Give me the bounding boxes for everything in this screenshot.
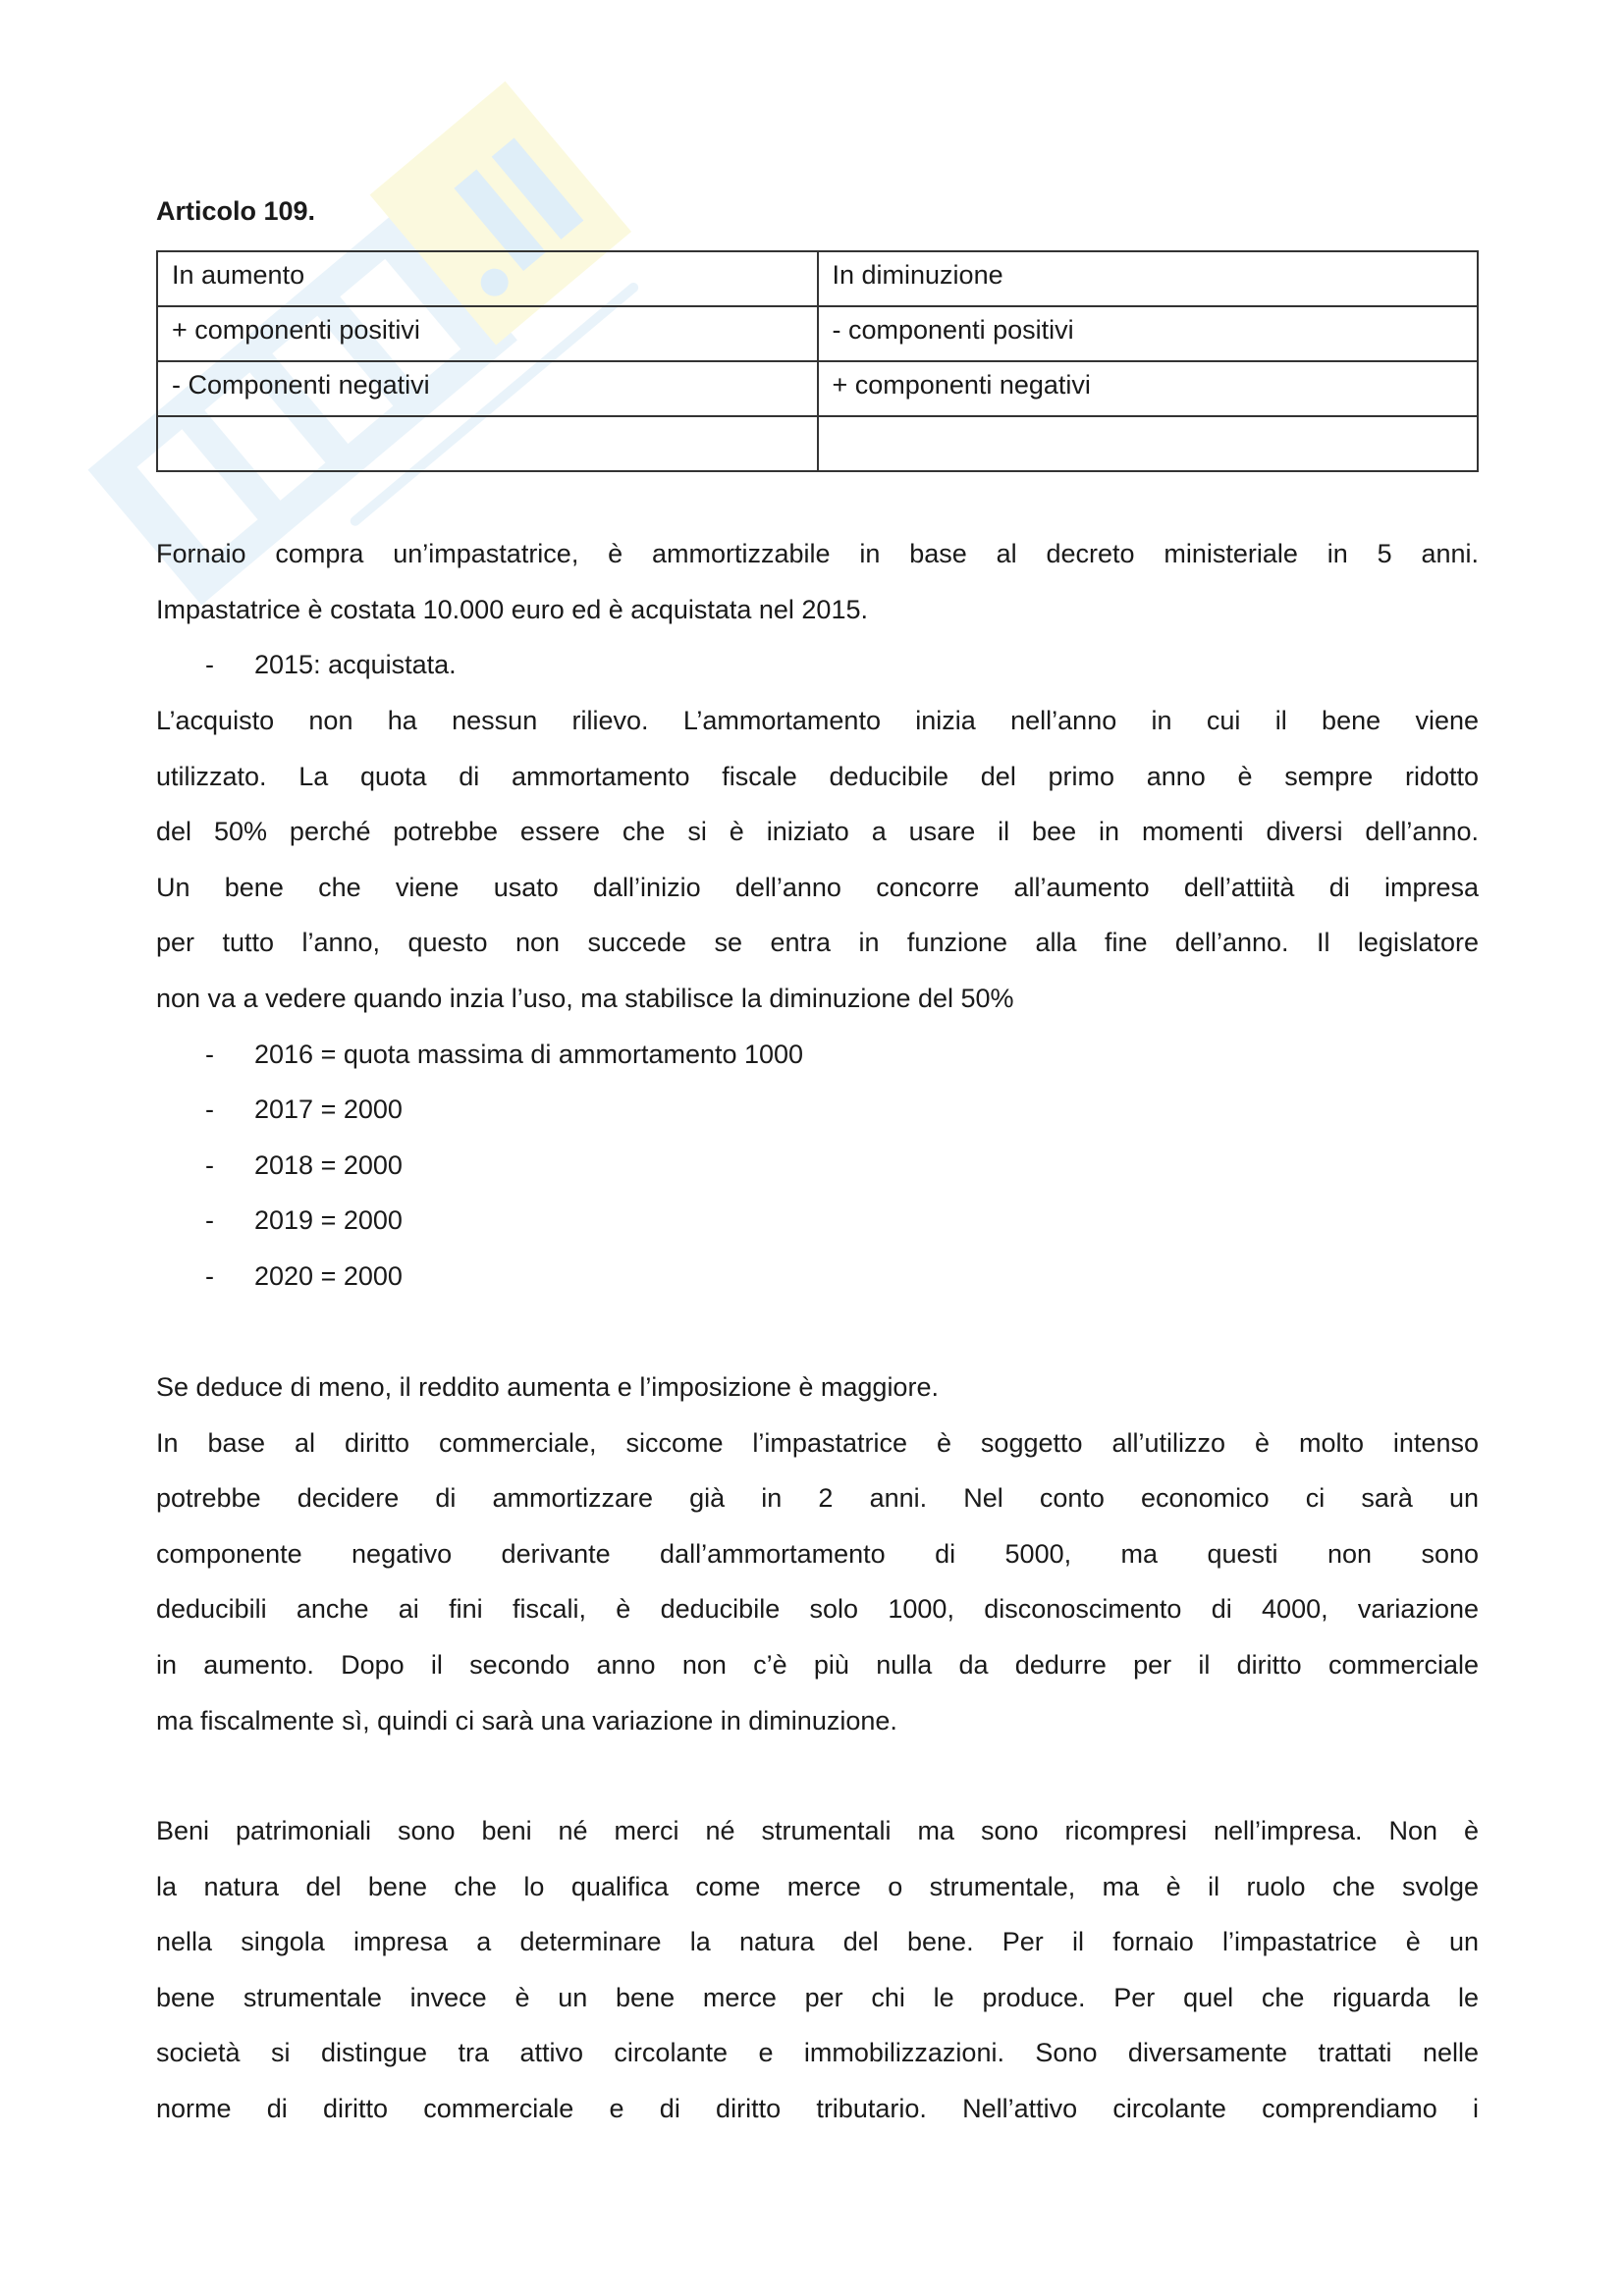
table-cell: In aumento: [157, 251, 818, 306]
text-line: Un bene che viene usato dall’inizio dell’anno concorre all’aumento dell’attiità di impresa: [156, 872, 1479, 902]
table-row: [157, 416, 1478, 471]
table-cell: In diminuzione: [818, 251, 1479, 306]
text-line: nella singola impresa a determinare la natura del bene. Per il fornaio l’impastatrice è un: [156, 1927, 1479, 1957]
bullet-item: [156, 1082, 1479, 1138]
bullet-text: 2017 = 2000: [254, 1095, 403, 1125]
table-cell: - Componenti negativi: [157, 361, 818, 416]
bullet-dash: -: [205, 1039, 214, 1069]
table-row: [157, 251, 1478, 306]
text-line: per tutto l’anno, questo non succede se entra in funzione alla fine dell’anno. Il legislatore: [156, 928, 1479, 958]
text-line: L’acquisto non ha nessun rilievo. L’ammortamento inizia nell’anno in cui il bene viene: [156, 706, 1479, 735]
paragraph-3: [156, 1360, 1479, 1748]
text-line: Se deduce di meno, il reddito aumenta e l’imposizione è maggiore.: [156, 1372, 939, 1402]
table-cell: + componenti negativi: [818, 361, 1479, 416]
bullet-item: [156, 637, 1479, 693]
bullet-text: 2016 = quota massima di ammortamento 1000: [254, 1039, 804, 1069]
paragraph-1: [156, 526, 1479, 693]
table-cell: + componenti positivi: [157, 306, 818, 361]
text-line: bene strumentale invece è un bene merce per chi le produce. Per quel che riguarda le: [156, 1982, 1479, 2012]
text-line: Impastatrice è costata 10.000 euro ed è acquistata nel 2015.: [156, 594, 868, 624]
bullet-text: 2015: acquistata.: [254, 650, 457, 680]
bullet-dash: -: [205, 1149, 214, 1180]
article-heading: Articolo 109.: [156, 196, 316, 226]
bullet-dash: -: [205, 1205, 214, 1236]
text-line: la natura del bene che lo qualifica come merce o strumentale, ma è il ruolo che svolge: [156, 1871, 1479, 1901]
text-line: componente negativo derivante dall’ammortamento di 5000, ma questi non sono: [156, 1538, 1479, 1569]
text-line: società si distingue tra attivo circolante e immobilizzazioni. Sono diversamente trattati nelle: [156, 2038, 1479, 2068]
text-line: utilizzato. La quota di ammortamento fiscale deducibile del primo anno è sempre ridotto: [156, 761, 1479, 791]
bullet-dash: -: [205, 1260, 214, 1291]
text-line: ma fiscalmente sì, quindi ci sarà una variazione in diminuzione.: [156, 1705, 897, 1735]
paragraph-4: [156, 1803, 1479, 2137]
paragraph-2: [156, 693, 1479, 1305]
text-line: deducibili anche ai fini fiscali, è deducibile solo 1000, disconoscimento di 4000, variazione: [156, 1594, 1479, 1625]
bullet-dash: -: [205, 1095, 214, 1125]
text-line: Beni patrimoniali sono beni né merci né strumentali ma sono ricompresi nell’impresa. Non è: [156, 1816, 1479, 1845]
table-cell: [157, 416, 818, 471]
table-cell: [818, 416, 1479, 471]
table-row: [157, 306, 1478, 361]
text-line: in aumento. Dopo il secondo anno non c’è più nulla da dedurre per il diritto commerciale: [156, 1649, 1479, 1680]
text-line: potrebbe decidere di ammortizzare già in 2 anni. Nel conto economico ci sarà un: [156, 1483, 1479, 1514]
text-line: non va a vedere quando inzia l’uso, ma stabilisce la diminuzione del 50%: [156, 983, 1014, 1013]
bullet-item: [156, 1138, 1479, 1194]
bullet-text: 2019 = 2000: [254, 1205, 403, 1236]
bullet-text: 2018 = 2000: [254, 1149, 403, 1180]
text-line: norme di diritto commerciale e di diritto tributario. Nell’attivo circolante comprendiamo i: [156, 2093, 1479, 2123]
table-row: [157, 361, 1478, 416]
text-line: In base al diritto commerciale, siccome l’impastatrice è soggetto all’utilizzo è molto intenso: [156, 1427, 1479, 1458]
text-line: Fornaio compra un’impastatrice, è ammortizzabile in base al decreto ministeriale in 5 anni.: [156, 539, 1479, 568]
table-cell: - componenti positivi: [818, 306, 1479, 361]
bullet-text: 2020 = 2000: [254, 1260, 403, 1291]
bullet-item: [156, 1193, 1479, 1249]
bullet-item: [156, 1249, 1479, 1305]
text-line: del 50% perché potrebbe essere che si è iniziato a usare il bee in momenti diversi dell’anno.: [156, 817, 1479, 847]
variations-table: [156, 250, 1479, 472]
bullet-item: [156, 1027, 1479, 1083]
bullet-dash: -: [205, 650, 214, 680]
